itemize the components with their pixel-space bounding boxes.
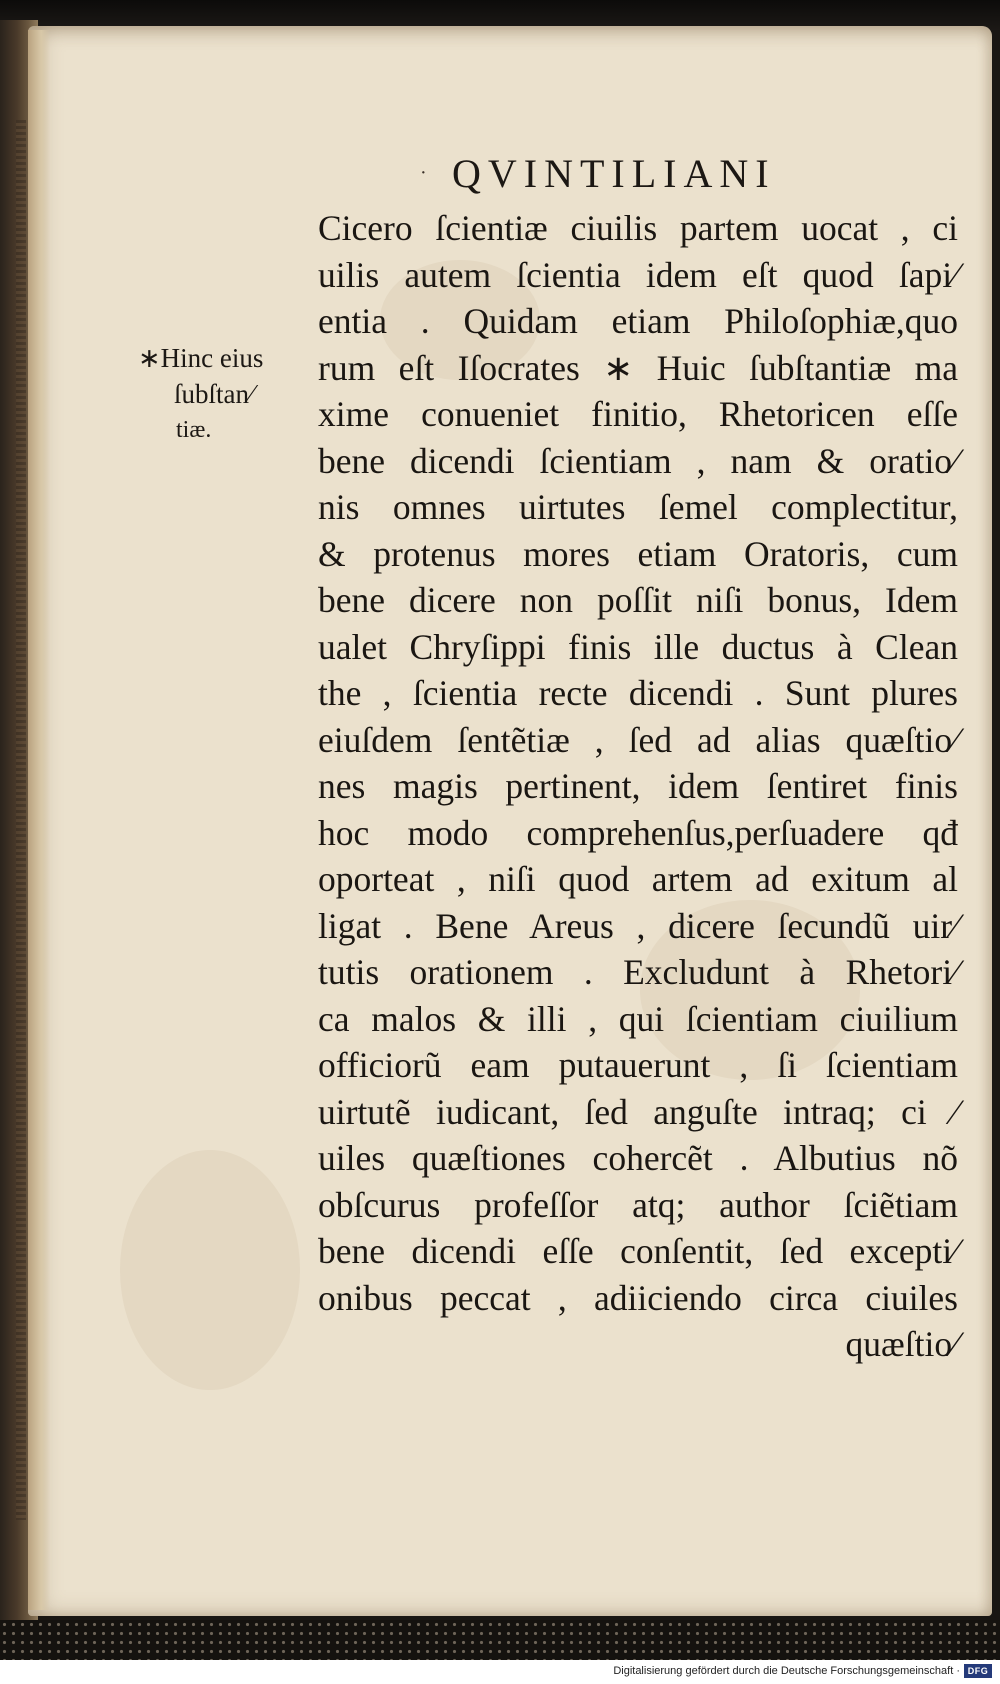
text-line: & protenus mores etiam Oratoris, cum bbox=[318, 533, 958, 574]
page-edges-stripe bbox=[16, 120, 26, 1520]
page-binding-shadow bbox=[28, 30, 50, 1610]
text-line: ca malos & illi , qui ſcientiam ciuilium bbox=[318, 998, 958, 1039]
text-line: uirtutẽ iudicant, ſed anguſte intraq; ci ⁄ bbox=[318, 1091, 958, 1132]
marginal-note bbox=[138, 340, 318, 448]
text-line: nis omnes uirtutes ſemel complectitur, bbox=[318, 487, 958, 527]
scan-bottom-edge bbox=[0, 1620, 1000, 1660]
text-line: bene dicendi ſcientiam , nam & oratio⁄ bbox=[318, 440, 958, 481]
text-line: bene dicere non poſſit niſi bonus, Idem bbox=[318, 580, 958, 620]
marginal-note-line: ∗Hinc eius bbox=[138, 343, 264, 373]
footer-credit: Digitalisierung gefördert durch die Deutsche Forschungsgemeinschaft · bbox=[613, 1665, 960, 1677]
text-line: officiorũ eam putauerunt , ſi ſcientiam bbox=[318, 1045, 958, 1085]
text-line: uilis autem ſcientia idem eſt quod ſapi⁄ bbox=[318, 254, 958, 295]
text-line: xime conueniet finitio, Rhetoricen eſſe bbox=[318, 394, 958, 434]
text-line: hoc modo comprehenſus,perſuadere qđ bbox=[318, 812, 958, 853]
catchword: quæſtio⁄ bbox=[845, 1324, 958, 1364]
text-line: eiuſdem ſentẽtiæ , ſed ad alias quæſtio⁄ bbox=[318, 719, 958, 760]
text-line: the , ſcientia recte dicendi . Sunt plures bbox=[318, 673, 958, 713]
body-text-block bbox=[318, 205, 958, 1368]
dfg-logo: DFG bbox=[964, 1664, 992, 1678]
text-line: entia . Quidam etiam Philoſophiæ,quo bbox=[318, 301, 958, 341]
text-line: ligat . Bene Areus , dicere ſecundũ uir⁄ bbox=[318, 905, 958, 946]
running-head: QVINTILIANI bbox=[452, 151, 776, 196]
head-ornament-dot: · bbox=[420, 162, 427, 184]
paper-stain bbox=[120, 1150, 300, 1390]
footer-bar bbox=[0, 1660, 1000, 1684]
text-line: ualet Chryſippi finis ille ductus à Clean bbox=[318, 626, 958, 667]
text-line: onibus peccat , adiiciendo circa ciuiles bbox=[318, 1277, 958, 1318]
marginal-note-line: ſubſtan⁄ bbox=[174, 379, 254, 409]
text-line: oporteat , niſi quod artem ad exitum al bbox=[318, 859, 958, 899]
text-line: tutis orationem . Excludunt à Rhetori⁄ bbox=[318, 952, 958, 992]
text-line: Cicero ſcientiæ ciuilis partem uocat , ci bbox=[318, 208, 958, 248]
marginal-note-line: tiæ. bbox=[176, 417, 212, 443]
text-line: nes magis pertinent, idem ſentiret finis bbox=[318, 766, 958, 806]
text-line: rum eſt Iſocrates ∗ Huic ſubſtantiæ ma bbox=[318, 347, 958, 388]
text-line: obſcurus profeſſor atq; author ſciẽtiam bbox=[318, 1184, 958, 1225]
text-line: bene dicendi eſſe conſentit, ſed excepti⁄ bbox=[318, 1231, 958, 1271]
text-line: uiles quæſtiones cohercẽt . Albutius nõ bbox=[318, 1138, 958, 1178]
